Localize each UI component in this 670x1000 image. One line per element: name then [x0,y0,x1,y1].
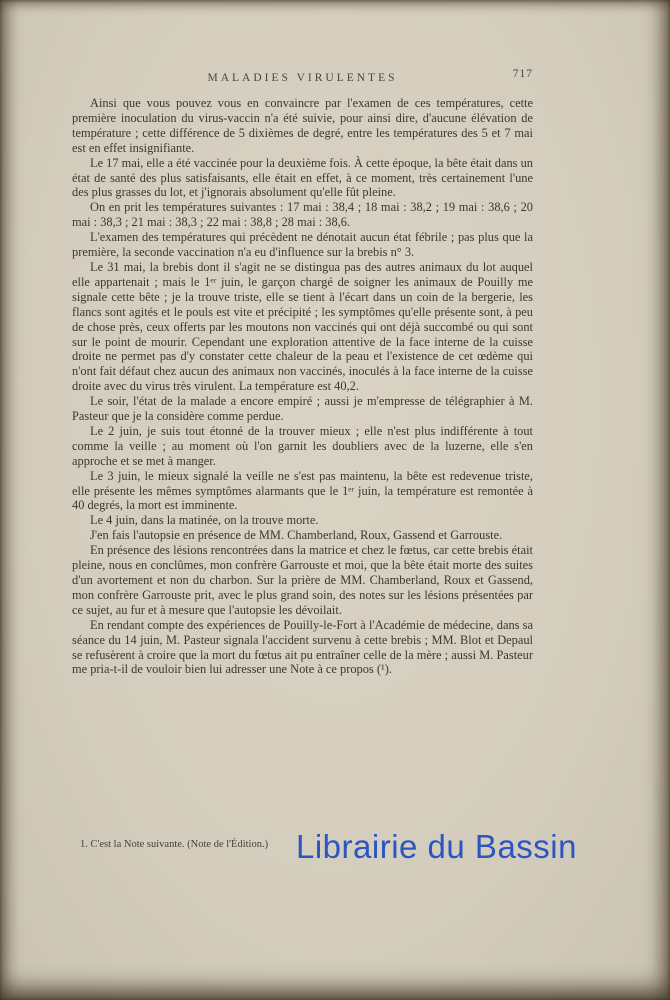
body-paragraph: Le 31 mai, la brebis dont il s'agit ne se distingua pas des autres animaux du lot auquel elle appartenait ; mais le 1ᵉʳ juin, le garçon chargé de soigner les animaux de Pouilly me signale cette bête ; je la trouve triste, elle se tient à l'écart dans un coin de la bergerie, les flancs sont agités et le pouls est vite et précipité ; les symptômes qu'elle présente sont, à peu de chose près, ceux offerts par les moutons non vaccinés qui ont déjà succombé ou qui sont sur le point de mourir. Cependant une exploration attentive de la face interne de la cuisse droite ne permet pas d'y constater cette chaleur de la peau et l'existence de cet œdème qui n'ont fait défaut chez aucun des animaux non vaccinés, inoculés à la face interne de la cuisse droite avec du virus très virulent. La température est 40,2. [72,259,533,394]
running-title: MALADIES VIRULENTES [207,72,398,84]
body-paragraph: Le 3 juin, le mieux signalé la veille ne s'est pas maintenu, la bête est redevenue triste, elle présente les mêmes symptômes alarmants que le 1ᵉʳ juin, la température est remontée à 40 degrés, la mort est imminente. [72,468,533,513]
body-paragraph: Ainsi que vous pouvez vous en convaincre par l'examen de ces températures, cette première inoculation du virus-vaccin n'a été suivie, pour ainsi dire, d'aucune élévation de température ; cette différence de 5 dixièmes de degré, entre les températures des 5 et 7 mai est en effet insignifiante. [72,96,533,155]
bookseller-watermark: Librairie du Bassin [296,828,577,865]
body-text [72,96,533,677]
body-paragraph: L'examen des températures qui précèdent ne dénotait aucun état fébrile ; pas plus que la première, la seconde vaccination n'a eu d'influence sur la brebis n° 3. [72,230,533,260]
footnote: 1. C'est la Note suivante. (Note de l'Édition.) [80,839,269,850]
body-paragraph: En rendant compte des expériences de Pouilly-le-Fort à l'Académie de médecine, dans sa séance du 14 juin, M. Pasteur signala l'accident survenu à cette brebis ; MM. Blot et Depaul se refusèrent à croire que la mort du fœtus ait pu entraîner celle de la mère ; aussi M. Pasteur me pria-t-il de vouloir bien lui adresser une Note à ce propos (¹). [72,617,533,677]
body-paragraph: Le 2 juin, je suis tout étonné de la trouver mieux ; elle n'est plus indifférente à tout comme la veille ; au moment où l'on garnit les doubliers avec de la luzerne, elle s'en approche et se met à manger. [72,423,533,468]
body-paragraph: J'en fais l'autopsie en présence de MM. Chamberland, Roux, Gassend et Garrouste. [90,528,503,543]
page-number: 717 [512,68,533,80]
body-paragraph: En présence des lésions rencontrées dans la matrice et chez le fœtus, car cette brebis était pleine, nous en conclûmes, mon confrère Garrouste et moi, que la bête était morte des suites d'un avortement et non du charbon. Sur la prière de MM. Chamberland, Roux et Gassend, mon confrère Garrouste prit, avec le plus grand soin, des notes sur les lésions présentées par ce sujet, au fur et à mesure que l'autopsie les dévoilait. [72,543,533,617]
body-paragraph: Le 4 juin, dans la matinée, on la trouve morte. [90,513,319,528]
body-paragraph: Le soir, l'état de la malade a encore empiré ; aussi je m'empresse de télégraphier à M. Pasteur que je la considère comme perdue. [72,394,533,424]
body-paragraph: Le 17 mai, elle a été vaccinée pour la deuxième fois. À cette époque, la bête était dans un état de santé des plus satisfaisants, elle était en effet, à ce moment, très certainement l'une des plus grasses du lot, et j'ignorais absolument qu'elle fût pleine. [72,155,533,200]
page-header [72,68,533,86]
body-paragraph: On en prit les températures suivantes : 17 mai : 38,4 ; 18 mai : 38,2 ; 19 mai : 38,6 ; 20 mai : 38,3 ; 21 mai : 38,3 ; 22 mai : 38,8 ; 28 mai : 38,6. [72,200,533,230]
